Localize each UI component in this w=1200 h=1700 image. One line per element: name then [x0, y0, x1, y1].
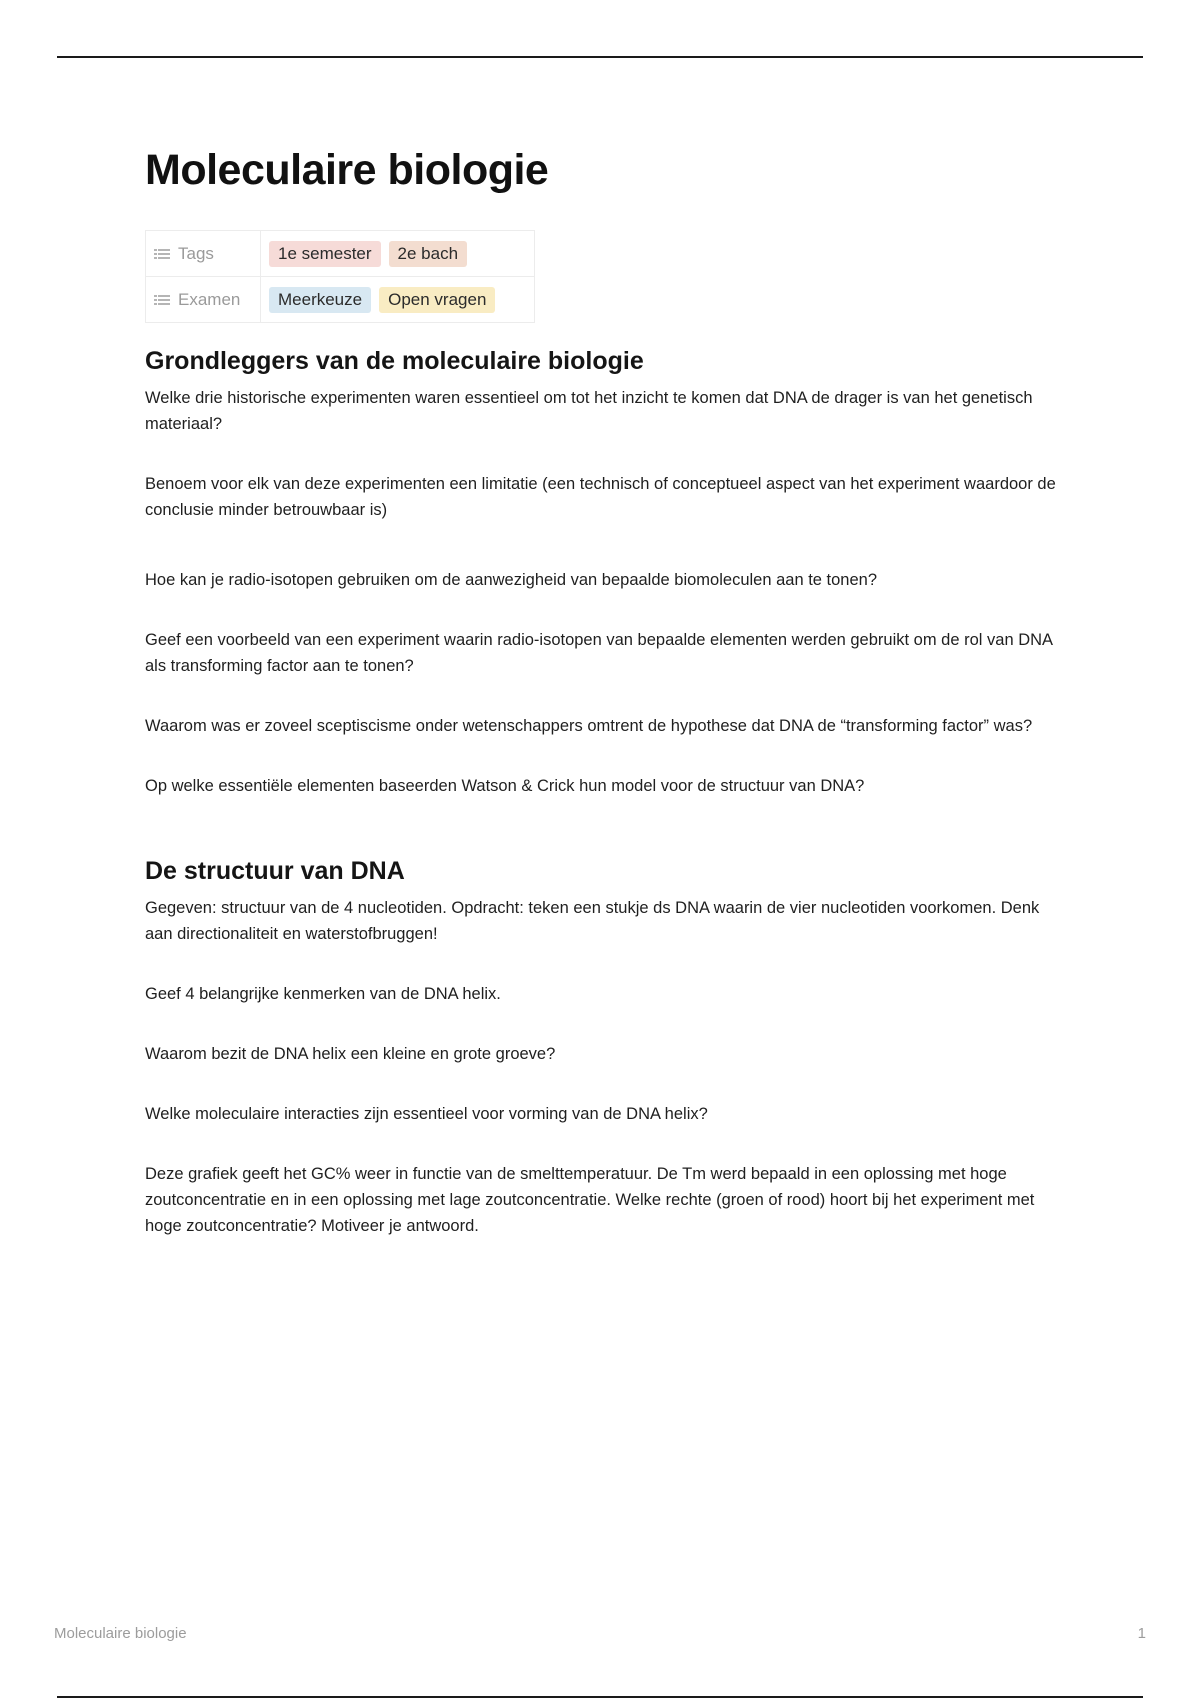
- question-text: Benoem voor elk van deze experimenten een limitatie (een technisch of conceptueel aspect van het experiment waardoor de conclusie minder betrouwbaar is): [145, 475, 1056, 519]
- footer-title: Moleculaire biologie: [54, 1625, 187, 1642]
- tag-chip[interactable]: 2e bach: [389, 241, 468, 267]
- property-row-tags: [146, 231, 535, 277]
- properties-table: [145, 230, 535, 323]
- question-text: Hoe kan je radio-isotopen gebruiken om de aanwezigheid van bepaalde biomoleculen aan te tonen?: [145, 571, 878, 589]
- page-title: Moleculaire biologie: [145, 146, 549, 194]
- document-body: [145, 140, 1065, 1239]
- tag-chip[interactable]: Open vragen: [379, 287, 495, 313]
- question-text: Welke drie historische experimenten waren essentieel om tot het inzicht te komen dat DNA de drager is van het genetisch materiaal?: [145, 389, 1033, 433]
- property-key-tags[interactable]: [146, 231, 261, 277]
- property-key-label: Tags: [178, 243, 214, 263]
- list-icon: [154, 294, 170, 306]
- question-text: Deze grafiek geeft het GC% weer in functie van de smelttemperatuur. De Tm werd bepaald in een oplossing met hoge zoutconcentratie en in een oplossing met lage zoutconcentratie. Welke rechte (groen of rood) hoort bij het experiment met hoge zoutconcentratie? Motiveer je antwoord.: [145, 1165, 1035, 1235]
- property-value-tags[interactable]: [261, 231, 535, 277]
- question-text: Op welke essentiële elementen baseerden Watson & Crick hun model voor de structuur van DNA?: [145, 777, 865, 795]
- top-rule: [57, 56, 1143, 58]
- property-row-examen: [146, 277, 535, 323]
- question-text: Waarom was er zoveel sceptiscisme onder wetenschappers omtrent de hypothese dat DNA de “transforming factor” was?: [145, 717, 1033, 735]
- question-text: Geef een voorbeeld van een experiment waarin radio-isotopen van bepaalde elementen werden gebruikt om de rol van DNA als transforming factor aan te tonen?: [145, 631, 1053, 675]
- tag-chip[interactable]: 1e semester: [269, 241, 381, 267]
- question-text: Welke moleculaire interacties zijn essentieel voor vorming van de DNA helix?: [145, 1105, 708, 1123]
- property-key-examen[interactable]: [146, 277, 261, 323]
- section-heading: De structuur van DNA: [145, 857, 405, 885]
- property-key-label: Examen: [178, 289, 241, 309]
- page-number: 1: [1137, 1625, 1146, 1642]
- section-heading: Grondleggers van de moleculaire biologie: [145, 347, 644, 375]
- question-text: Geef 4 belangrijke kenmerken van de DNA helix.: [145, 985, 501, 1003]
- question-text: Gegeven: structuur van de 4 nucleotiden. Opdracht: teken een stukje ds DNA waarin de vier nucleotiden voorkomen. Denk aan directionaliteit en waterstofbruggen!: [145, 899, 1040, 943]
- bottom-rule: [57, 1696, 1143, 1698]
- question-text: Waarom bezit de DNA helix een kleine en grote groeve?: [145, 1045, 556, 1063]
- property-value-examen[interactable]: [261, 277, 535, 323]
- tag-chip[interactable]: Meerkeuze: [269, 287, 371, 313]
- list-icon: [154, 248, 170, 260]
